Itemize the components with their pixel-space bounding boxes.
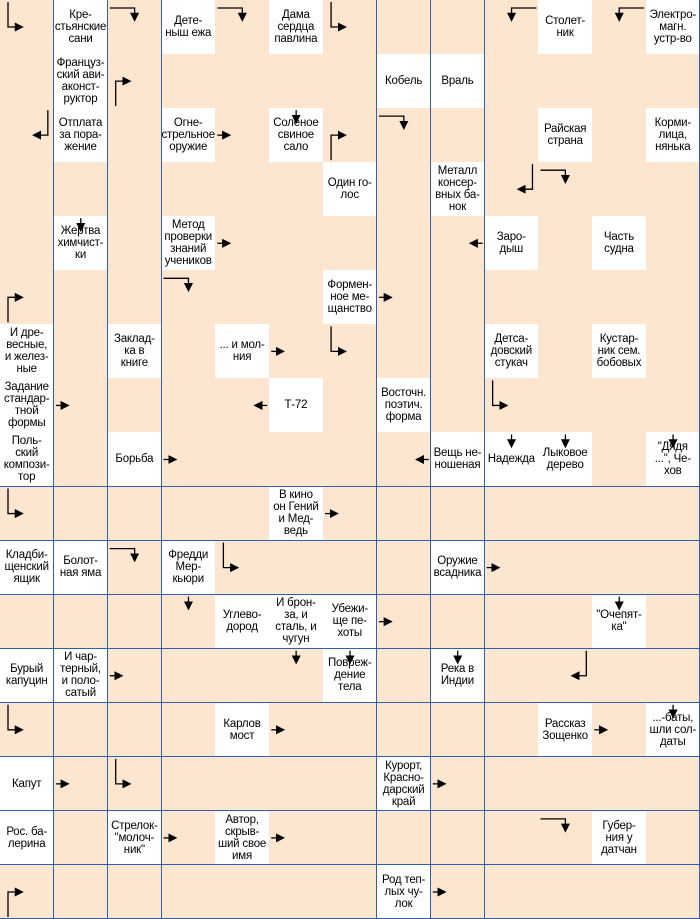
clue-cell [215,595,269,650]
answer-cell[interactable] [592,757,646,812]
clue-text: Стрелок- "молоч- ник" [111,819,158,856]
clue-cell [431,162,485,217]
answer-cell[interactable] [108,162,162,217]
answer-cell[interactable] [538,757,592,812]
answer-cell[interactable] [269,216,323,271]
answer-cell[interactable] [323,432,377,487]
clue-cell [377,865,431,919]
answer-cell[interactable] [377,541,431,596]
answer-cell[interactable] [269,865,323,919]
clue-cell [269,108,323,163]
answer-cell[interactable] [0,54,54,109]
answer-cell[interactable] [215,541,269,596]
answer-cell[interactable] [431,324,485,379]
answer-cell[interactable] [108,703,162,758]
clue-cell [215,811,269,866]
clue-text: Курорт, Краснo- дарский край [382,759,425,808]
answer-cell[interactable] [323,487,377,542]
answer-cell[interactable] [54,487,108,542]
answer-cell[interactable] [108,54,162,109]
answer-cell[interactable] [431,108,485,163]
clue-cell [323,162,377,217]
clue-cell [269,595,323,650]
clue-cell [108,811,162,866]
answer-cell[interactable] [646,865,700,919]
clue-cell [646,0,700,55]
clue-cell [215,703,269,758]
answer-cell[interactable] [269,703,323,758]
clue-text: Кустар- ник сем. бобовых [596,333,642,370]
clue-text: Болот- ная яма [59,555,102,580]
answer-cell[interactable] [646,378,700,433]
clue-text: Соленое свиное сало [273,116,319,153]
clue-cell [538,432,592,487]
answer-cell[interactable] [269,324,323,379]
clue-text: Кладби- щенский ящик [4,549,49,586]
answer-cell[interactable] [215,432,269,487]
clue-text: Кобель [385,74,423,87]
answer-cell[interactable] [377,162,431,217]
clue-cell [538,0,592,55]
answer-cell[interactable] [0,270,54,325]
answer-cell[interactable] [0,0,54,55]
clue-cell [54,649,108,704]
clue-cell [54,0,108,55]
answer-cell[interactable] [485,487,539,542]
answer-cell[interactable] [0,108,54,163]
answer-cell[interactable] [485,108,539,163]
answer-cell[interactable] [592,649,646,704]
answer-cell[interactable] [377,649,431,704]
answer-cell[interactable] [108,270,162,325]
answer-cell[interactable] [323,811,377,866]
answer-cell[interactable] [431,865,485,919]
clue-cell [485,216,539,271]
answer-cell[interactable] [323,378,377,433]
clue-text: Убежи- ще пе- хоты [331,603,368,640]
clue-text: Кре- стьянские сани [54,8,107,45]
answer-cell[interactable] [646,270,700,325]
answer-cell[interactable] [0,865,54,919]
answer-cell[interactable] [215,487,269,542]
answer-cell[interactable] [108,378,162,433]
answer-cell[interactable] [592,162,646,217]
answer-cell[interactable] [592,703,646,758]
answer-cell[interactable] [54,162,108,217]
answer-cell[interactable] [162,703,216,758]
clue-cell [0,811,54,866]
clue-text: Углево- дород [222,609,262,634]
answer-cell[interactable] [538,270,592,325]
answer-cell[interactable] [269,270,323,325]
answer-cell[interactable] [162,649,216,704]
clue-text: Метод проверки знаний учеников [164,219,213,267]
answer-cell[interactable] [162,270,216,325]
clue-cell [538,108,592,163]
answer-cell[interactable] [54,595,108,650]
answer-cell[interactable] [538,216,592,271]
clue-cell [592,324,646,379]
clue-text: Детса- довский стукач [490,333,532,370]
clue-cell [0,757,54,812]
clue-cell [377,757,431,812]
clue-cell [162,0,216,55]
answer-cell[interactable] [269,649,323,704]
clue-text: Губер- ния у датчан [601,819,637,856]
clue-text: Один го- лос [327,176,372,201]
clue-text: Враль [441,74,474,87]
answer-cell[interactable] [162,54,216,109]
answer-cell[interactable] [485,270,539,325]
answer-cell[interactable] [54,757,108,812]
clue-text: Поль- ский компози- тор [3,435,50,484]
clue-cell [592,216,646,271]
clue-cell [592,811,646,866]
answer-cell[interactable] [0,216,54,271]
answer-cell[interactable] [323,54,377,109]
answer-cell[interactable] [538,649,592,704]
answer-cell[interactable] [646,216,700,271]
answer-cell[interactable] [162,324,216,379]
clue-cell [646,108,700,163]
answer-cell[interactable] [646,649,700,704]
clue-cell [431,541,485,596]
clue-text: Фредди Мер- кьюри [168,549,209,586]
clue-cell [646,432,700,487]
clue-text: Столет- ник [545,14,586,39]
answer-cell[interactable] [162,811,216,866]
clue-cell [323,595,377,650]
clue-text: В кино он Гений и Мед- ведь [273,489,319,538]
answer-cell[interactable] [108,0,162,55]
answer-cell[interactable] [431,378,485,433]
answer-cell[interactable] [377,108,431,163]
clue-text: Род теп- лых чу- лок [381,873,426,910]
answer-cell[interactable] [269,811,323,866]
answer-cell[interactable] [215,649,269,704]
answer-cell[interactable] [323,324,377,379]
answer-cell[interactable] [431,487,485,542]
answer-cell[interactable] [0,595,54,650]
clue-cell [269,0,323,55]
answer-cell[interactable] [377,811,431,866]
answer-cell[interactable] [323,541,377,596]
clue-text: Корми- лица, нянька [654,116,692,153]
answer-cell[interactable] [377,487,431,542]
answer-cell[interactable] [431,0,485,55]
clue-text: Борьба [115,453,154,466]
answer-cell[interactable] [215,378,269,433]
clue-cell [0,541,54,596]
answer-cell[interactable] [377,595,431,650]
clue-text: Вещь не- ношеная [433,447,482,472]
answer-cell[interactable] [485,865,539,919]
clue-text: Часть судна [603,231,634,255]
answer-cell[interactable] [538,487,592,542]
clue-cell [108,324,162,379]
answer-cell[interactable] [485,162,539,217]
answer-cell[interactable] [538,162,592,217]
answer-cell[interactable] [162,757,216,812]
answer-cell[interactable] [269,54,323,109]
clue-cell [377,378,431,433]
answer-cell[interactable] [592,541,646,596]
clue-text: И чар- терный, и поло- сатый [60,651,101,700]
clue-text: Т-72 [284,399,308,412]
answer-cell[interactable] [323,0,377,55]
clue-cell [323,270,377,325]
clue-text: Рассказ Зощенко [542,717,588,742]
answer-cell[interactable] [215,757,269,812]
answer-cell[interactable] [431,595,485,650]
clue-text: Райская страна [543,122,587,147]
answer-cell[interactable] [592,432,646,487]
answer-cell[interactable] [54,324,108,379]
clue-cell [162,216,216,271]
answer-cell[interactable] [592,54,646,109]
clue-cell [54,108,108,163]
answer-cell[interactable] [592,270,646,325]
answer-cell[interactable] [108,595,162,650]
clue-cell [485,432,539,487]
answer-cell[interactable] [269,541,323,596]
answer-cell[interactable] [485,54,539,109]
answer-cell[interactable] [0,162,54,217]
clue-text: ...-баты, шли сол- даты [649,711,697,748]
answer-cell[interactable] [108,108,162,163]
answer-cell[interactable] [108,757,162,812]
answer-cell[interactable] [108,216,162,271]
clue-cell [54,541,108,596]
clue-text: Восточн. поэтич. форма [381,387,427,424]
answer-cell[interactable] [108,865,162,919]
answer-cell[interactable] [323,757,377,812]
answer-cell[interactable] [646,595,700,650]
answer-cell[interactable] [108,487,162,542]
answer-cell[interactable] [162,595,216,650]
clue-cell [54,216,108,271]
answer-cell[interactable] [323,865,377,919]
clue-cell [215,324,269,379]
clue-text: Француз- ский ави- аконст- руктор [56,56,105,105]
clue-text: "Дядя ...", Че- хов [654,441,691,478]
clue-cell [0,378,54,433]
answer-cell[interactable] [538,595,592,650]
answer-cell[interactable] [377,270,431,325]
answer-cell[interactable] [269,432,323,487]
answer-cell[interactable] [485,0,539,55]
clue-text: И брон- за, и сталь, и чугун [275,597,317,646]
answer-cell[interactable] [323,703,377,758]
clue-text: Отплата за пора- жение [58,116,103,153]
clue-cell [431,432,485,487]
clue-cell [538,703,592,758]
clue-cell [323,649,377,704]
answer-cell[interactable] [54,378,108,433]
clue-text: Повреж- дение тела [327,657,372,694]
answer-cell[interactable] [108,541,162,596]
clue-text: Жертва химчист- ки [57,225,104,261]
answer-cell[interactable] [269,757,323,812]
answer-cell[interactable] [538,541,592,596]
answer-cell[interactable] [431,270,485,325]
answer-cell[interactable] [162,487,216,542]
clue-cell [54,54,108,109]
answer-cell[interactable] [431,703,485,758]
answer-cell[interactable] [538,811,592,866]
clue-text: Лыковое дерево [542,447,588,472]
clue-cell [108,432,162,487]
answer-cell[interactable] [646,487,700,542]
clue-cell [269,487,323,542]
answer-cell[interactable] [54,270,108,325]
answer-cell[interactable] [215,108,269,163]
clue-text: Задание стандар- тной формы [3,381,50,430]
clue-text: "Очепят- ка" [596,609,642,634]
answer-cell[interactable] [162,865,216,919]
clue-text: Дете- ныш ежа [165,14,212,39]
answer-cell[interactable] [485,595,539,650]
answer-cell[interactable] [646,757,700,812]
answer-cell[interactable] [54,865,108,919]
answer-cell[interactable] [0,487,54,542]
answer-cell[interactable] [538,54,592,109]
answer-cell[interactable] [269,162,323,217]
answer-cell[interactable] [538,865,592,919]
clue-text: Надежда [487,453,535,466]
answer-cell[interactable] [377,703,431,758]
clue-text: Оружие всадника [433,555,482,580]
clue-text: Металл консер- вных ба- нок [435,164,480,213]
clue-text: Рос. ба- лерина [6,825,47,850]
answer-cell[interactable] [215,54,269,109]
answer-cell[interactable] [215,865,269,919]
answer-cell[interactable] [485,811,539,866]
clue-cell [431,649,485,704]
clue-text: Карлов мост [223,717,261,742]
clue-cell [162,108,216,163]
answer-cell[interactable] [646,811,700,866]
answer-cell[interactable] [377,324,431,379]
answer-cell[interactable] [592,108,646,163]
clue-text: Формен- ное ме- щанство [327,279,373,316]
answer-cell[interactable] [54,432,108,487]
clue-cell [592,595,646,650]
clue-cell [0,432,54,487]
answer-cell[interactable] [485,757,539,812]
answer-cell[interactable] [646,324,700,379]
answer-cell[interactable] [54,703,108,758]
clue-text: Автор, скрыв- ший свое имя [217,813,267,862]
answer-cell[interactable] [377,216,431,271]
answer-cell[interactable] [592,0,646,55]
answer-cell[interactable] [485,703,539,758]
answer-cell[interactable] [215,216,269,271]
clue-cell [0,649,54,704]
clue-text: ... и мол- ния [219,339,265,364]
answer-cell[interactable] [431,757,485,812]
answer-cell[interactable] [592,865,646,919]
clue-text: Капут [12,777,42,790]
clue-text: Электро- магн. устр-во [649,8,697,45]
clue-text: И дре- весные, и желез- ные [4,327,49,376]
answer-cell[interactable] [323,216,377,271]
clue-cell [431,54,485,109]
answer-cell[interactable] [54,811,108,866]
answer-cell[interactable] [377,0,431,55]
answer-cell[interactable] [592,487,646,542]
answer-cell[interactable] [215,270,269,325]
clue-cell [269,378,323,433]
answer-cell[interactable] [538,378,592,433]
answer-cell[interactable] [215,0,269,55]
answer-cell[interactable] [431,811,485,866]
answer-cell[interactable] [646,54,700,109]
clue-text: Огне- стрельное оружие [161,116,215,153]
answer-cell[interactable] [215,162,269,217]
answer-cell[interactable] [0,703,54,758]
clue-text: Дама сердца павлина [274,8,318,45]
answer-cell[interactable] [162,432,216,487]
clue-text: Бурый капуцин [5,663,48,688]
answer-cell[interactable] [162,378,216,433]
answer-cell[interactable] [646,541,700,596]
answer-cell[interactable] [646,162,700,217]
answer-cell[interactable] [485,378,539,433]
answer-cell[interactable] [108,649,162,704]
clue-cell [646,703,700,758]
clue-text: Заклад- ка в книге [113,333,155,370]
clue-cell [0,324,54,379]
clue-text: Река в Индии [440,663,475,688]
clue-cell [377,54,431,109]
clue-cell [485,324,539,379]
answer-cell[interactable] [162,162,216,217]
answer-cell[interactable] [538,324,592,379]
clue-cell [162,541,216,596]
answer-cell[interactable] [485,541,539,596]
answer-cell[interactable] [431,216,485,271]
answer-cell[interactable] [323,108,377,163]
answer-cell[interactable] [485,649,539,704]
answer-cell[interactable] [592,378,646,433]
clue-text: Заро- дыш [496,231,526,255]
answer-cell[interactable] [377,432,431,487]
